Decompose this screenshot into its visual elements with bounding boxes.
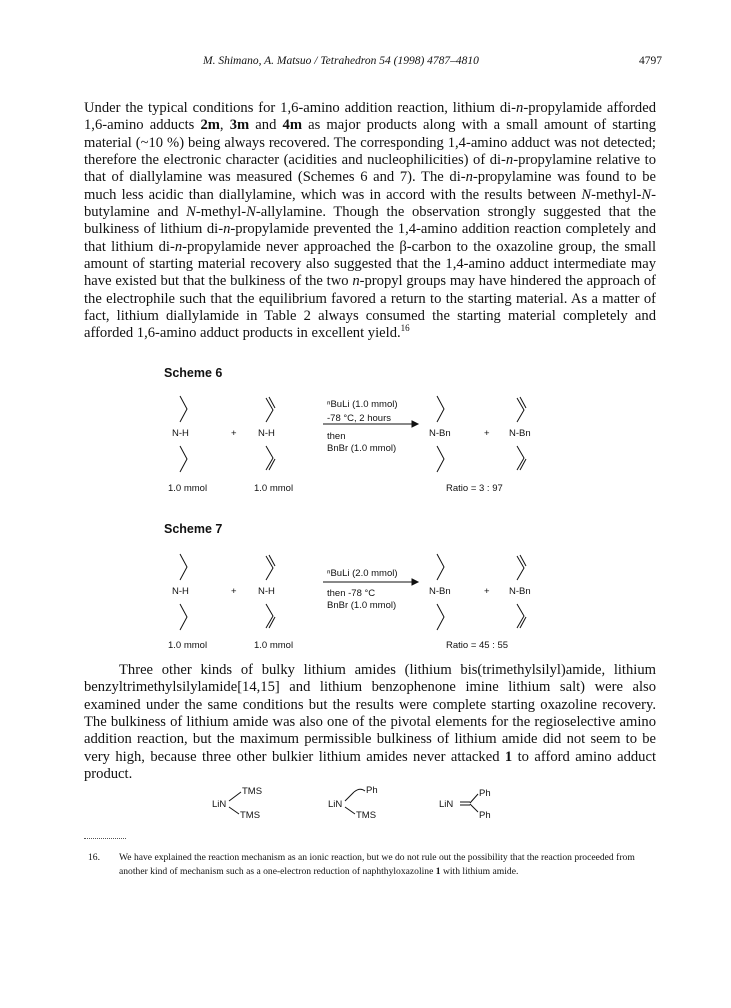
nh-label: N-H [172,428,189,439]
italic-run: n [516,100,524,116]
lin-label: LiN [328,799,343,810]
footnote-text [119,851,659,879]
italic-run: N [186,204,196,221]
propyl-chain-lower [180,446,187,472]
plus-sign: + [484,428,490,439]
condition-line: ⁿBuLi (1.0 mmol) [327,399,398,410]
footnote-ref: 16 [400,323,410,334]
text-run: Under the typical conditions for 1,6-amino addition reaction, lithium di- [84,100,517,116]
compound-ref: 1 [504,748,513,765]
journal-citation: M. Shimano, A. Matsuo / Tetrahedron 54 (1998) 4787–4810 [203,55,479,67]
amount-label: 1.0 mmol [254,483,294,494]
nbn-label: N-Bn [509,586,531,597]
text-run: and [249,117,283,134]
tms-label: TMS [240,810,261,821]
allyl-chain-lower [266,446,273,470]
text-run: -butylamine and [84,186,656,221]
text-run: -allylamine. Though the observation strongly suggested that the bulkiness of lithium di- [84,204,656,238]
italic-run: n [465,169,473,186]
nh-label: N-H [172,586,189,597]
compound-ref: 2m [200,117,220,134]
condition-line: -78 °C, 2 hours [327,413,391,424]
text-run: with lithium amide. [440,866,519,877]
italic-run: n [223,221,231,238]
compound-ref: 1 [435,866,441,877]
text-run: We have explained the reaction mechanism as an ionic reaction, but we do not rule out the possibility that the reaction proceeded from another kind of mechanism such as a one-electron reduction of naphthyloxazoline [119,852,635,877]
text-run: as major products along with a small amount of starting material (~10 %) being always recovered. The corresponding 1,4-amino adduct was not detected; therefore the electronic character (acidities and nucleophilicities) of di- [84,117,657,169]
ph-label: Ph [479,788,491,799]
ph-label: Ph [366,785,378,796]
text-run: , [219,117,230,134]
tms-label: TMS [242,786,263,797]
plus-sign: + [231,428,237,439]
amount-label: 1.0 mmol [168,640,208,651]
compound-ref: 4m [282,117,302,134]
condition-line: BnBr (1.0 mmol) [327,443,397,454]
text-run: -propylamine relative to that of diallylamine was measured (Schemes 6 and 7). The di- [84,152,656,186]
text-run: -propylamide prevented the 1,4-amino addition reaction completely and that lithium di- [84,221,656,255]
condition-line: ⁿBuLi (2.0 mmol) [327,568,398,579]
text-run: -methyl- [195,204,247,221]
italic-run: n [174,238,183,255]
text-run: -propyl groups may have hindered the approach of the electrophile such that the equilibrium favored a return to the starting material. As a matter of fact, lithium diallylamide in Table 2 always consumed the starting material completely and afforded 1,6-amino adduct products in excellent yield. [84,273,656,342]
footnote-rule [84,838,126,839]
ph-label: Ph [479,810,491,821]
italic-run: n [352,273,360,290]
bond [229,792,241,801]
propyl-chain-upper [180,396,187,422]
text-run: -propylamide never approached the β-carbon to the oxazoline group, the small amount of starting material recovery also suggested that the 1,4-amino adduct intermediate may have existed but that the bulkiness of the two [84,238,656,290]
nbn-label: N-Bn [429,428,451,439]
italic-run: N [641,186,652,203]
ratio-label: Ratio = 45 : 55 [446,640,509,651]
condition-line: then [327,431,346,442]
nbn-label: N-Bn [429,586,451,597]
tms-label: TMS [356,810,377,821]
nh-label: N-H [258,428,275,439]
amount-label: 1.0 mmol [168,483,208,494]
italic-run: N [246,204,256,221]
text-run: to afford amino adduct product. [84,748,656,783]
page-number: 4797 [639,55,662,67]
condition-line: BnBr (1.0 mmol) [327,600,397,611]
italic-run: n [505,152,514,169]
text-run: Three other kinds of bulky lithium amides (lithium bis(trimethylsilyl)amide, lithium benzyltrimethylsilylamide[14,15] and lithium benzophenone imine lithium salt) were also examined under the same conditions but the results were complete starting oxazoline recovery. The bulkiness of lithium amide was also one of the pivotal elements for the regioselective amino addition reaction, but the maximum permissible bulkiness of lithium amide did not seem to be very high, because three other bulkier lithium amides never attacked [84,662,656,765]
amount-label: 1.0 mmol [254,640,294,651]
italic-run: N [581,186,592,203]
lin-label: LiN [439,799,454,810]
scheme-7-title: Scheme 7 [164,522,223,536]
lin-label: LiN [212,799,227,810]
plus-sign: + [231,586,237,597]
text-run: -propylamide afforded 1,6-amino adducts [84,100,656,134]
text-run: -methyl- [591,186,642,203]
body-paragraph-2 [84,662,656,783]
nh-label: N-H [258,586,275,597]
text-run: -propylamine was found to be much less acidic than diallylamine, which was in accord with the results between [84,169,656,203]
scheme-6-title: Scheme 6 [164,366,223,380]
plus-sign: + [484,586,490,597]
compound-ref: 3m [229,117,250,134]
nbn-label: N-Bn [509,428,531,439]
ratio-label: Ratio = 3 : 97 [446,483,503,494]
footnote-number: 16. [88,852,100,863]
condition-line: then -78 °C [327,588,376,599]
